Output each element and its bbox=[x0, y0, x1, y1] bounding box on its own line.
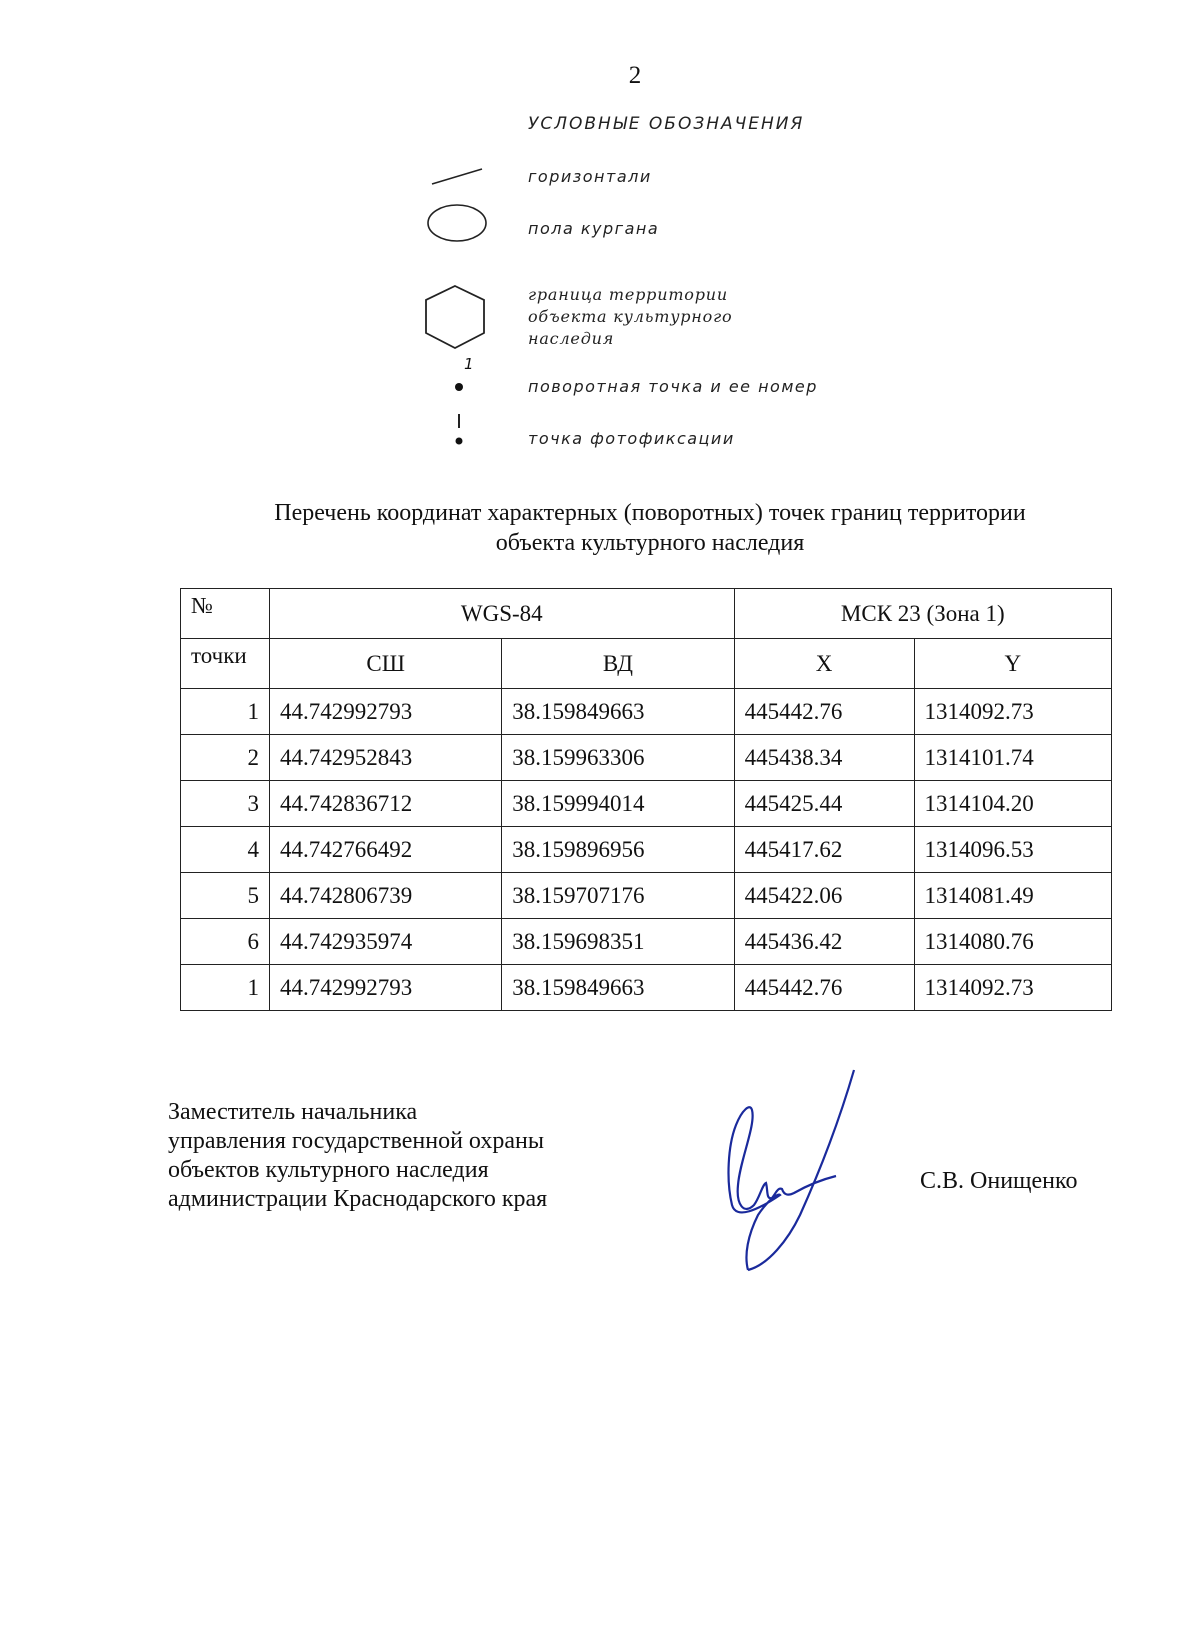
cell-point: 6 bbox=[181, 919, 270, 965]
legend-title: УСЛОВНЫЕ ОБОЗНАЧЕНИЯ bbox=[528, 114, 805, 134]
table-row bbox=[181, 735, 1112, 781]
coordinates-table bbox=[180, 588, 1112, 1011]
header-longitude: ВД bbox=[502, 639, 734, 689]
cell-point: 3 bbox=[181, 781, 270, 827]
turning-point-marker: 1 bbox=[464, 355, 474, 373]
header-point-label: точки bbox=[181, 639, 270, 689]
table-subheader-row bbox=[181, 639, 1112, 689]
header-point-number: № bbox=[181, 589, 270, 639]
cell-lat: 44.742992793 bbox=[270, 965, 502, 1011]
cell-y: 1314104.20 bbox=[914, 781, 1111, 827]
table-header-row bbox=[181, 589, 1112, 639]
legend-item-label-line: объекта культурного bbox=[528, 307, 733, 326]
signatory-name: С.В. Онищенко bbox=[920, 1168, 1078, 1194]
legend-item-label-line: наследия bbox=[528, 329, 615, 348]
legend-item-label: пола кургана bbox=[528, 219, 660, 238]
table-row bbox=[181, 827, 1112, 873]
legend-item-label: поворотная точка и ее номер bbox=[528, 377, 818, 396]
cell-x: 445442.76 bbox=[734, 689, 914, 735]
table-row bbox=[181, 873, 1112, 919]
signatory-position-line: администрации Краснодарского края bbox=[168, 1186, 548, 1212]
table-caption-line: Перечень координат характерных (поворотных) точек границ территории bbox=[274, 500, 1026, 526]
table-row bbox=[181, 781, 1112, 827]
cell-lon: 38.159849663 bbox=[502, 965, 734, 1011]
table-caption bbox=[150, 498, 1150, 558]
cell-point: 5 bbox=[181, 873, 270, 919]
cell-lon: 38.159707176 bbox=[502, 873, 734, 919]
header-msk23: МСК 23 (Зона 1) bbox=[734, 589, 1111, 639]
cell-x: 445438.34 bbox=[734, 735, 914, 781]
signatory-position-line: Заместитель начальника bbox=[168, 1099, 418, 1125]
cell-lat: 44.742992793 bbox=[270, 689, 502, 735]
cell-point: 1 bbox=[181, 965, 270, 1011]
page-number: 2 bbox=[628, 62, 642, 89]
cell-x: 445425.44 bbox=[734, 781, 914, 827]
handwritten-signature bbox=[718, 1065, 858, 1275]
cell-x: 445422.06 bbox=[734, 873, 914, 919]
legend-item-label: точка фотофиксации bbox=[528, 429, 735, 448]
signatory-position-line: объектов культурного наследия bbox=[168, 1157, 489, 1183]
cell-lat: 44.742836712 bbox=[270, 781, 502, 827]
signatory-position bbox=[168, 1098, 547, 1214]
header-y: Y bbox=[914, 639, 1111, 689]
cell-lon: 38.159896956 bbox=[502, 827, 734, 873]
legend-item-label-line: граница территории bbox=[528, 285, 728, 304]
cell-lon: 38.159963306 bbox=[502, 735, 734, 781]
cell-lon: 38.159994014 bbox=[502, 781, 734, 827]
cell-y: 1314081.49 bbox=[914, 873, 1111, 919]
cell-lat: 44.742952843 bbox=[270, 735, 502, 781]
legend-item-label: горизонтали bbox=[528, 167, 652, 186]
turning-point-icon bbox=[452, 380, 466, 394]
table-row bbox=[181, 919, 1112, 965]
cell-lat: 44.742766492 bbox=[270, 827, 502, 873]
cell-x: 445442.76 bbox=[734, 965, 914, 1011]
photo-point-icon bbox=[452, 412, 466, 448]
cell-y: 1314092.73 bbox=[914, 689, 1111, 735]
cell-x: 445417.62 bbox=[734, 827, 914, 873]
cell-y: 1314092.73 bbox=[914, 965, 1111, 1011]
cell-x: 445436.42 bbox=[734, 919, 914, 965]
header-wgs84: WGS-84 bbox=[270, 589, 735, 639]
cell-lon: 38.159698351 bbox=[502, 919, 734, 965]
header-latitude: СШ bbox=[270, 639, 502, 689]
hexagon-boundary-icon bbox=[420, 283, 490, 351]
cell-y: 1314080.76 bbox=[914, 919, 1111, 965]
header-x: X bbox=[734, 639, 914, 689]
cell-lon: 38.159849663 bbox=[502, 689, 734, 735]
table-row bbox=[181, 965, 1112, 1011]
cell-lat: 44.742806739 bbox=[270, 873, 502, 919]
contour-line-icon bbox=[430, 166, 484, 186]
cell-point: 2 bbox=[181, 735, 270, 781]
cell-lat: 44.742935974 bbox=[270, 919, 502, 965]
table-caption-line: объекта культурного наследия bbox=[495, 530, 805, 556]
cell-point: 1 bbox=[181, 689, 270, 735]
cell-point: 4 bbox=[181, 827, 270, 873]
cell-y: 1314096.53 bbox=[914, 827, 1111, 873]
mound-ellipse-icon bbox=[425, 202, 489, 244]
cell-y: 1314101.74 bbox=[914, 735, 1111, 781]
signatory-position-line: управления государственной охраны bbox=[168, 1128, 544, 1154]
table-row bbox=[181, 689, 1112, 735]
